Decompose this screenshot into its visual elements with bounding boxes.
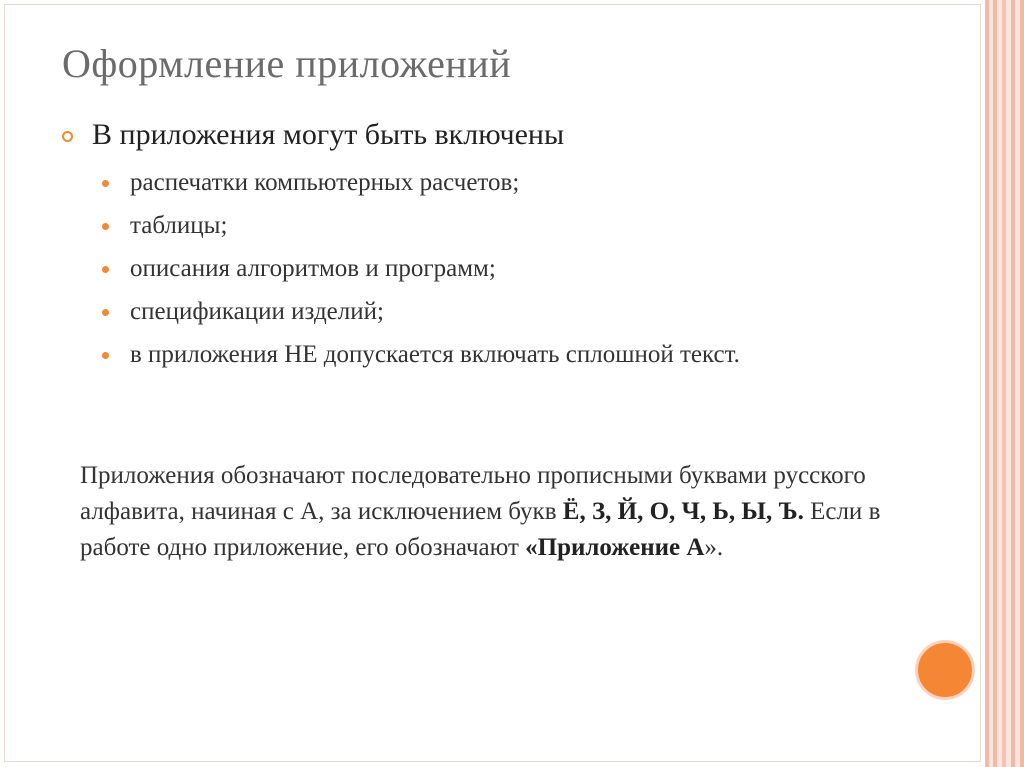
bullet-dot-icon: [102, 352, 109, 359]
decorative-stripes: [981, 0, 1024, 767]
list-item: таблицы;: [98, 209, 898, 243]
main-bullet-text: В приложения могут быть включены: [92, 118, 565, 151]
appendix-paragraph: Приложения обозначают последовательно прописными буквами русского алфавита, начиная с А, за исключением букв Ё, З, Й, О, Ч, Ь, Ы, Ъ. Если в работе одно приложение, его обозначают «Приложение А».: [80, 462, 881, 561]
list-item: описания алгоритмов и программ;: [98, 252, 898, 286]
list-item: в приложения НЕ допускается включать сплошной текст.: [98, 338, 890, 372]
excluded-letters: Ё, З, Й, О, Ч, Ь, Ы, Ъ.: [562, 498, 804, 525]
list-item: спецификации изделий;: [98, 295, 898, 329]
bullet-dot-icon: [102, 223, 109, 230]
bullet-dot-icon: [102, 180, 109, 187]
bullet-dot-icon: [102, 266, 109, 273]
list-item: распечатки компьютерных расчетов;: [98, 166, 898, 200]
slide-title: Оформление приложений: [62, 41, 512, 86]
appendix-name: Приложение А: [537, 534, 705, 561]
ring-bullet-icon: [62, 131, 73, 142]
sub-bullet-list: [98, 166, 898, 381]
bullet-dot-icon: [102, 309, 109, 316]
decorative-circle: [915, 640, 975, 700]
